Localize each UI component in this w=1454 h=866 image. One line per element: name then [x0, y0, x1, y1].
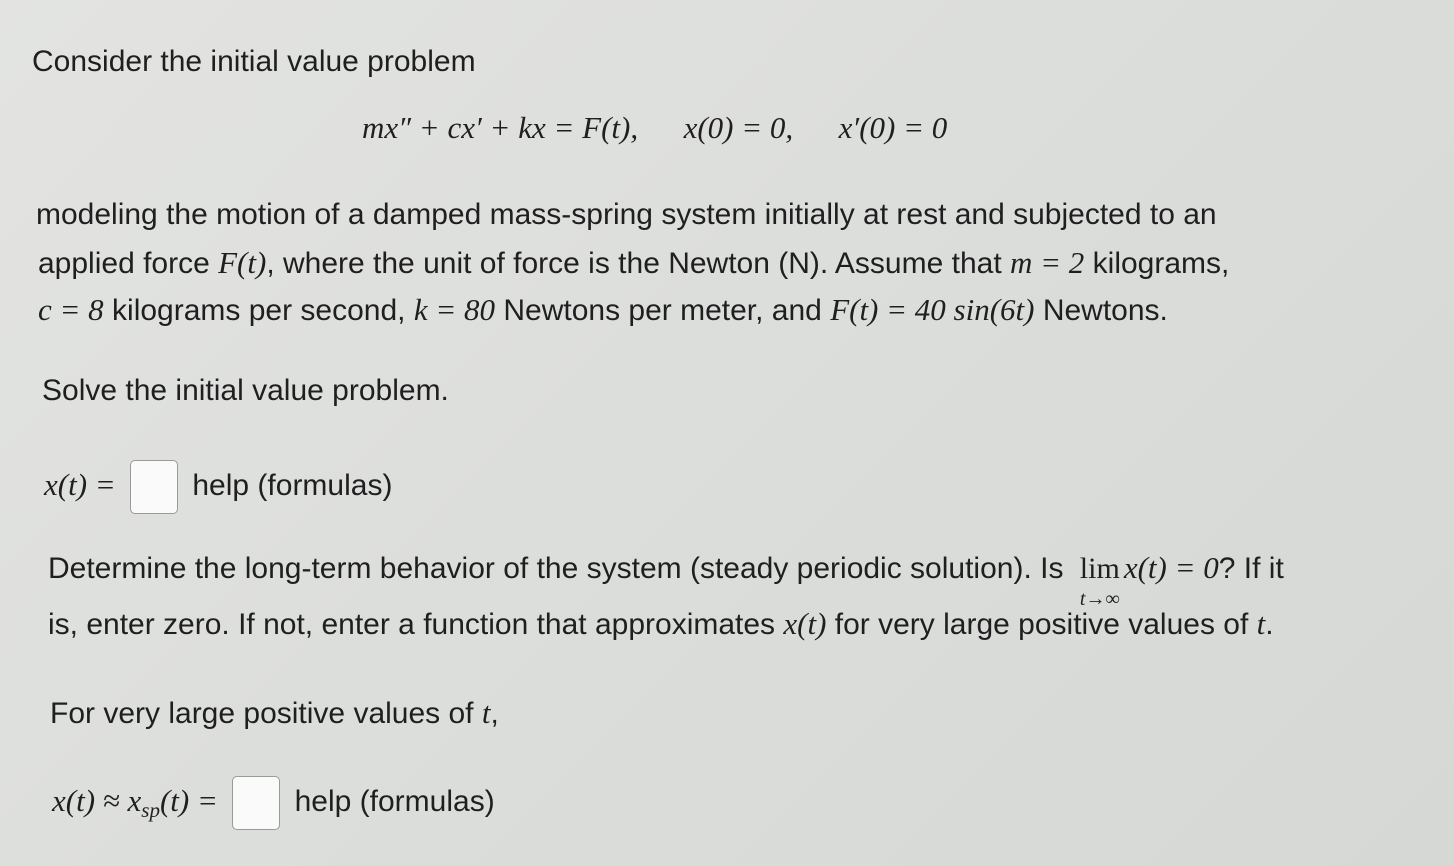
initial-condition-2: x′(0) = 0 [838, 110, 948, 145]
description-line-2: applied force F(t), where the unit of force is the Newton (N). Assume that m = 2 kilograms, [38, 245, 1230, 280]
large-values-text: For very large positive values of t, [50, 695, 499, 730]
help-formulas-link-2[interactable]: help (formulas) [294, 785, 495, 818]
answer-row-1 [44, 456, 392, 515]
answer1-label: x(t) = [44, 467, 116, 502]
answer2-label: $x(t) \approx x_{sp}(t)$ = [52, 783, 218, 822]
intro-text: Consider the initial value problem [32, 45, 476, 78]
ode-expression: mx″ + cx′ + kx = F(t), [362, 110, 639, 145]
xt-answer-input[interactable] [130, 460, 178, 514]
limit-operator: lim t→∞ [1079, 552, 1120, 610]
long-term-line-2: is, enter zero. If not, enter a function that approximates x(t) for very large positive values of t. [48, 606, 1274, 641]
help-formulas-link-1[interactable]: help (formulas) [192, 469, 393, 502]
long-term-line-1: Determine the long-term behavior of the system (steady periodic solution). Is lim t→∞ x(t) = 0? If it [48, 550, 1284, 610]
description-line-3: c = 8 kilograms per second, k = 80 Newtons per meter, and F(t) = 40 sin(6t) Newtons. [38, 292, 1168, 327]
xsp-answer-input[interactable] [232, 776, 280, 830]
ivp-equation [362, 108, 947, 148]
initial-condition-1: x(0) = 0, [683, 110, 794, 145]
answer-row-2 [52, 772, 495, 839]
solve-prompt: Solve the initial value problem. [42, 374, 449, 407]
description-line-1: modeling the motion of a damped mass-spring system initially at rest and subjected to an [36, 198, 1217, 231]
